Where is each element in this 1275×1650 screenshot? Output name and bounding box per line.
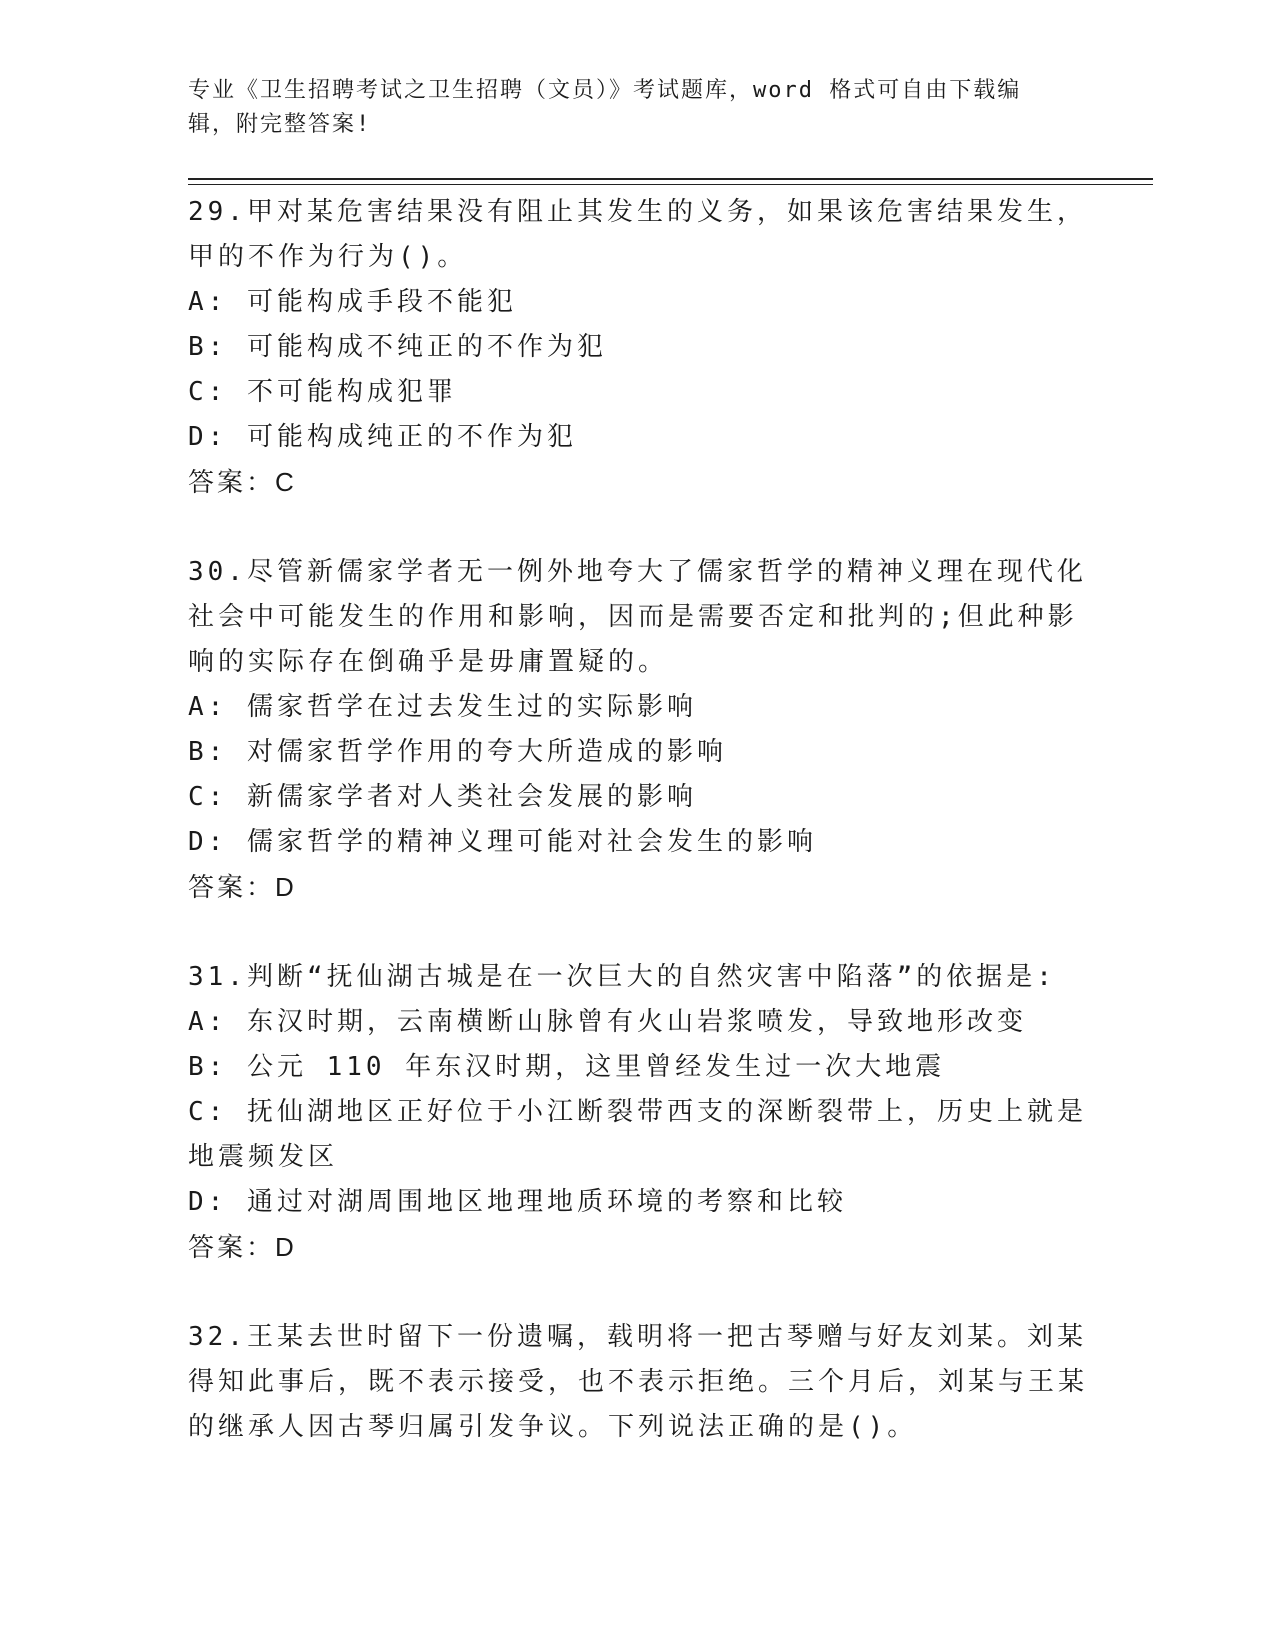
option-a: A: 儒家哲学在过去发生过的实际影响: [188, 692, 697, 722]
question-list: [188, 190, 1088, 1495]
question-32: [188, 1315, 1088, 1450]
option-d: D: 儒家哲学的精神义理可能对社会发生的影响: [188, 827, 817, 857]
option-c: C: 新儒家学者对人类社会发展的影响: [188, 782, 697, 812]
option-b: B: 可能构成不纯正的不作为犯: [188, 332, 607, 362]
option-b: B: 公元 110 年东汉时期，这里曾经发生过一次大地震: [188, 1052, 946, 1082]
answer: 答案：C: [188, 467, 297, 497]
answer: 答案：D: [188, 1232, 297, 1262]
option-b: B: 对儒家哲学作用的夸大所造成的影响: [188, 737, 727, 767]
question-29: [188, 190, 1088, 505]
question-stem: 29.甲对某危害结果没有阻止其发生的义务，如果该危害结果发生，甲的不作为行为()。: [188, 197, 1087, 272]
question-stem: 31.判断“抚仙湖古城是在一次巨大的自然灾害中陷落”的依据是:: [188, 962, 1056, 992]
question-30: [188, 550, 1088, 910]
question-31: [188, 955, 1088, 1270]
answer: 答案：D: [188, 872, 297, 902]
header-divider-thin: [188, 184, 1153, 185]
document-header: [188, 74, 1068, 142]
option-c: C: 抚仙湖地区正好位于小江断裂带西支的深断裂带上，历史上就是地震频发区: [188, 1097, 1087, 1172]
question-stem: 30.尽管新儒家学者无一例外地夸大了儒家哲学的精神义理在现代化社会中可能发生的作用和影响，因而是需要否定和批判的;但此种影响的实际存在倒确乎是毋庸置疑的。: [188, 557, 1087, 677]
option-a: A: 东汉时期，云南横断山脉曾有火山岩浆喷发，导致地形改变: [188, 1007, 1027, 1037]
option-c: C: 不可能构成犯罪: [188, 377, 457, 407]
option-d: D: 可能构成纯正的不作为犯: [188, 422, 577, 452]
option-a: A: 可能构成手段不能犯: [188, 287, 517, 317]
header-text: 专业《卫生招聘考试之卫生招聘（文员）》考试题库，word 格式可自由下载编辑，附完整答案!: [188, 78, 1022, 137]
header-divider-thick: [188, 178, 1153, 180]
option-d: D: 通过对湖周围地区地理地质环境的考察和比较: [188, 1187, 847, 1217]
question-stem: 32.王某去世时留下一份遗嘱，载明将一把古琴赠与好友刘某。刘某得知此事后，既不表示接受，也不表示拒绝。三个月后，刘某与王某的继承人因古琴归属引发争议。下列说法正确的是()。: [188, 1322, 1089, 1442]
